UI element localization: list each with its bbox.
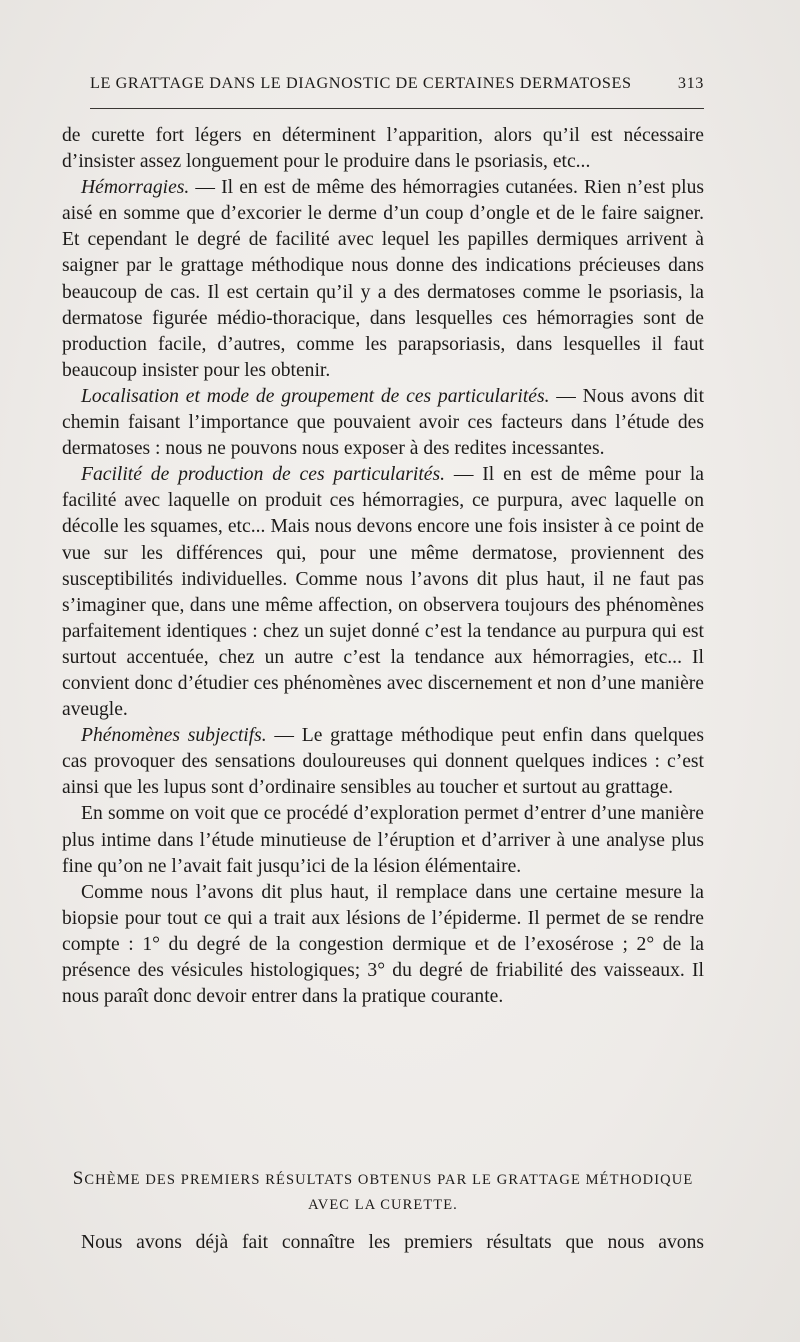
running-head-title: LE GRATTAGE DANS LE DIAGNOSTIC DE CERTAINES DERMATOSES (90, 74, 632, 92)
section-heading-line-1 (62, 1166, 704, 1193)
paragraph-hemorragies-text: — Il en est de même des hémorragies cutanées. Rien n’est plus aisé en somme que d’excorier le derme d’un coup d’ongle et de le faire saigner. Et cependant le degré de facilité avec lequel les papilles dermiques arrivent à saigner par le grattage méthodique nous donne des indications précieuses dans beaucoup de cas. Il est certain qu’il y a des dermatoses comme le psoriasis, la dermatose figurée médio-thoracique, dans lesquelles ces hémorragies sont de production facile, d’autres, comme les parapsoriasis, dans lesquelles il faut beaucoup insister pour les obtenir. (62, 177, 704, 381)
paragraph-comme-nous (62, 880, 704, 1010)
section-heading-line-2: AVEC LA CURETTE. (308, 1197, 458, 1213)
paragraph-phenomenes-text: — Le grattage méthodique peut enfin dans quelques cas provoquer des sensations douloureuses qui donnent quelques indices : c’est ainsi que les lupus sont d’ordinaire sensibles au toucher et surtout au grattage. (62, 725, 704, 799)
paragraph-comme-nous-text: Comme nous l’avons dit plus haut, il remplace dans une certaine mesure la biopsie pour tout ce qui a trait aux lésions de l’épiderme. Il permet de se rendre compte : 1° du degré de la congestion dermique et de l’exosérose ; 2° de la présence des vésicules histologiques; 3° du degré de friabilité des vaisseaux. Il nous paraît donc devoir entrer dans la pratique courante. (62, 881, 704, 1008)
paragraph-phenomenes-title: Phénomènes subjectifs. (81, 725, 267, 747)
paragraph-facilite-title: Facilité de production de ces particularités. (81, 464, 445, 486)
section-heading-line-1-rest: CHÈME DES PREMIERS RÉSULTATS OBTENUS PAR LE GRATTAGE MÉTHODIQUE (84, 1172, 694, 1188)
paragraph-hemorragies-title: Hémorragies. (81, 177, 190, 199)
paragraph-1 (62, 123, 704, 175)
header-rule (90, 108, 704, 109)
paragraph-facilite (62, 462, 704, 723)
paragraph-en-somme-text: En somme on voit que ce procédé d’exploration permet d’entrer d’une manière plus intime dans l’étude minutieuse de l’éruption et d’arriver à une analyse plus fine qu’on ne l’avait fait jusqu’ici de la lésion élémentaire. (62, 803, 704, 877)
paragraph-localisation (62, 384, 704, 462)
paragraph-localisation-text: — Nous avons dit chemin faisant l’importance que pouvaient avoir ces facteurs dans l’étude des dermatoses : nous ne pouvons nous exposer à des redites incessantes. (62, 385, 705, 460)
section-heading (62, 1166, 704, 1218)
paragraph-phenomenes (62, 723, 704, 801)
running-head (90, 74, 704, 93)
section-heading-initial: S (72, 1168, 85, 1189)
paragraph-final-line: Nous avons déjà fait connaître les premiers résultats que nous avons (81, 1232, 704, 1253)
page-number: 313 (677, 74, 704, 92)
paragraph-localisation-title: Localisation et mode de groupement de ces particularités. (81, 385, 550, 407)
body-text (62, 123, 704, 1010)
paragraph-hemorragies (62, 175, 704, 384)
paragraph-facilite-text: — Il en est de même pour la facilité avec laquelle on produit ces hémorragies, ce purpura, avec laquelle on décolle les squames, etc... Mais nous devons encore une fois insister à ce point de vue sur les différences qui, pour une même dermatose, proviennent des susceptibilités individuelles. Comme nous l’avons dit plus haut, il ne faut pas s’imaginer que, dans une même affection, on observera toujours des phénomènes parfaitement identiques : chez un sujet donné c’est la tendance au purpura qui est surtout accentuée, chez un autre c’est la tendance aux hémorragies, etc... Il convient donc d’étudier ces phénomènes avec discernement et non d’une manière aveugle. (62, 464, 704, 721)
paragraph-en-somme (62, 801, 704, 879)
paragraph-1-text: de curette fort légers en déterminent l’apparition, alors qu’il est nécessaire d’insister assez longuement pour le produire dans le psoriasis, etc... (62, 125, 704, 173)
